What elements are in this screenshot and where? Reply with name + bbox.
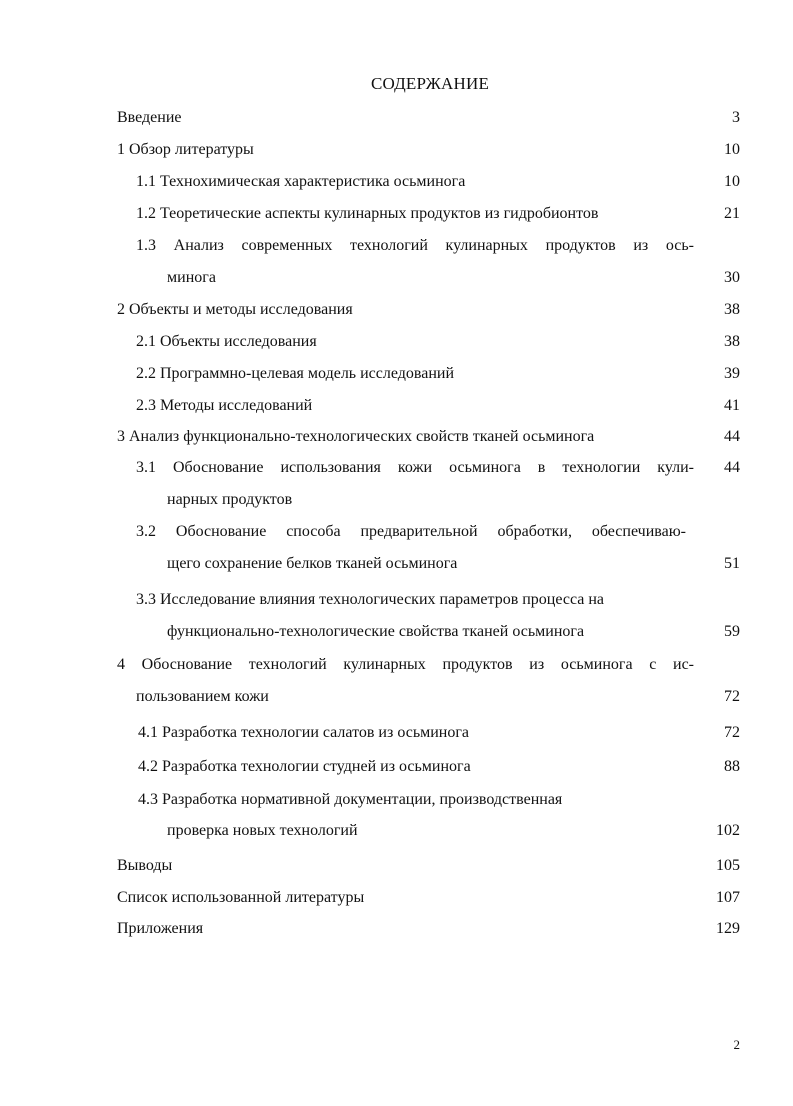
toc-page-number: 129 [716,920,740,937]
toc-entry-chapter-1: 1 Обзор литературы [117,141,254,158]
toc-entry-section-1-2: 1.2 Теоретические аспекты кулинарных продуктов из гидробионтов [136,205,599,222]
toc-page-number: 3 [732,109,740,126]
toc-entry-continuation: минога [167,269,216,286]
toc-page-number: 105 [716,857,740,874]
toc-entry-references: Список использованной литературы [117,889,365,906]
toc-entry-continuation: пользованием кожи [136,688,269,705]
toc-entry-section-3-3: 3.3 Исследование влияния технологических параметров процесса на [136,591,605,608]
toc-entry-section-1-3: 1.3 Анализ современных технологий кулинарных продуктов из ось- [136,237,694,254]
toc-page-number: 88 [724,758,740,775]
toc-page-number: 44 [724,459,740,476]
toc-entry-section-1-1: 1.1 Технохимическая характеристика осьминога [136,173,466,190]
toc-page-number: 10 [724,173,740,190]
toc-entry-continuation: проверка новых технологий [167,822,358,839]
toc-page-number: 21 [724,205,740,222]
toc-entry-chapter-4: 4 Обоснование технологий кулинарных продуктов из осьминога с ис- [117,656,694,673]
toc-entry-chapter-3: 3 Анализ функционально-технологических свойств тканей осьминога [117,428,595,445]
toc-page-number: 39 [724,365,740,382]
toc-entry-section-2-3: 2.3 Методы исследований [136,397,313,414]
toc-page-number: 30 [724,269,740,286]
toc-title: СОДЕРЖАНИЕ [370,74,490,93]
toc-page-number: 59 [724,623,740,640]
toc-page-number: 72 [724,724,740,741]
toc-page-number: 44 [724,428,740,445]
toc-entry-conclusions: Выводы [117,857,173,874]
toc-page-number: 102 [716,822,740,839]
toc-entry-section-2-1: 2.1 Объекты исследования [136,333,317,350]
toc-entry-continuation: функционально-технологические свойства тканей осьминога [167,623,585,640]
toc-entry-section-4-3: 4.3 Разработка нормативной документации, производственная [138,791,563,808]
toc-entry-section-3-2: 3.2 Обоснование способа предварительной обработки, обеспечиваю- [136,523,686,540]
toc-entry-section-4-1: 4.1 Разработка технологии салатов из осьминога [138,724,470,741]
toc-entry-chapter-2: 2 Объекты и методы исследования [117,301,353,318]
toc-entry-section-3-1: 3.1 Обоснование использования кожи осьминога в технологии кули- [136,459,694,476]
toc-page-number: 41 [724,397,740,414]
toc-page-number: 38 [724,301,740,318]
toc-page-number: 38 [724,333,740,350]
toc-entry-appendices: Приложения [117,920,204,937]
toc-page-number: 107 [716,889,740,906]
toc-page-number: 10 [724,141,740,158]
toc-entry-continuation: нарных продуктов [167,491,293,508]
page-number: 2 [733,1037,740,1052]
toc-page-number: 72 [724,688,740,705]
toc-entry-introduction: Введение [117,109,182,126]
toc-entry-continuation: щего сохранение белков тканей осьминога [167,555,458,572]
toc-entry-section-2-2: 2.2 Программно-целевая модель исследований [136,365,455,382]
toc-page-number: 51 [724,555,740,572]
toc-entry-section-4-2: 4.2 Разработка технологии студней из осьминога [138,758,471,775]
